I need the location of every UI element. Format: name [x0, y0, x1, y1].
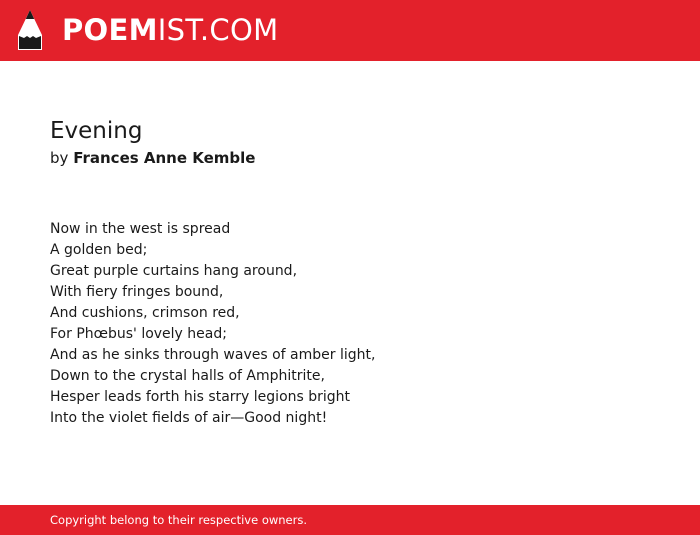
poem-line: And cushions, crimson red,: [50, 305, 240, 321]
poem-body: [50, 219, 650, 429]
poem-line: And as he sinks through waves of amber light,: [50, 347, 376, 363]
logo-bold-part: POEM: [62, 13, 158, 47]
copyright-notice: Copyright belong to their respective owners.: [50, 513, 308, 527]
poem-line: With fiery fringes bound,: [50, 284, 224, 300]
logo-light-part: IST.COM: [157, 13, 279, 47]
pencil-tip-icon: [17, 9, 43, 51]
site-header: [0, 0, 700, 61]
poem-line: Great purple curtains hang around,: [50, 263, 298, 279]
poem-content: [50, 116, 650, 429]
poem-line: For Phœbus' lovely head;: [50, 326, 227, 342]
byline: [50, 147, 650, 169]
poem-title: Evening: [50, 118, 143, 144]
poem-line: Down to the crystal halls of Amphitrite,: [50, 368, 325, 384]
poem-line: Hesper leads forth his starry legions bright: [50, 389, 351, 405]
by-label: by: [50, 149, 69, 167]
site-logo-text: [62, 10, 278, 50]
author-name: Frances Anne Kemble: [73, 149, 256, 167]
site-footer: [0, 505, 700, 535]
poem-line: A golden bed;: [50, 242, 148, 258]
poem-line: Now in the west is spread: [50, 221, 231, 237]
poem-line: Into the violet fields of air—Good night!: [50, 410, 328, 426]
